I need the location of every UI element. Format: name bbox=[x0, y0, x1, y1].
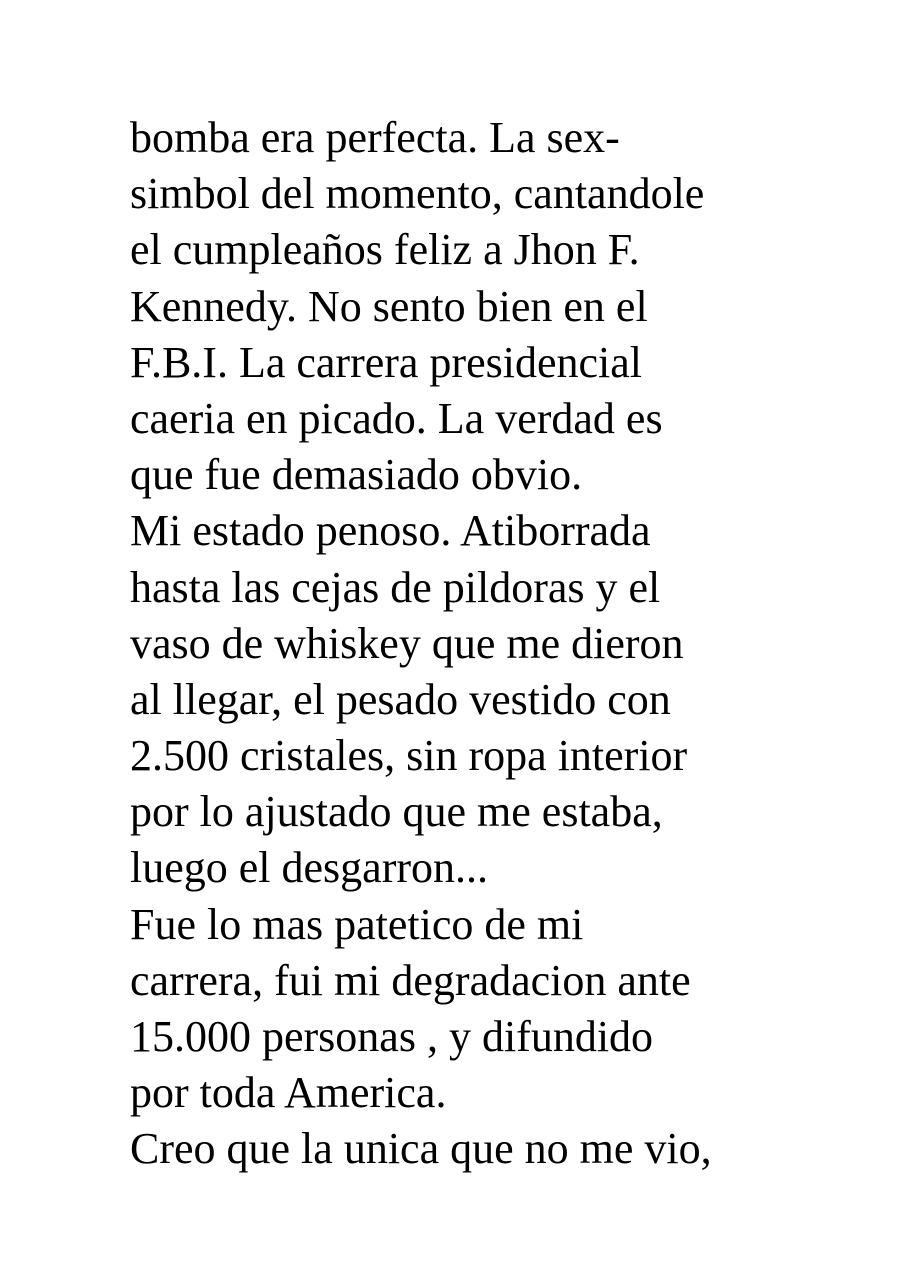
text-line: caeria en picado. La verdad es bbox=[130, 393, 663, 443]
text-line: F.B.I. La carrera presidencial bbox=[130, 337, 642, 387]
text-line: 2.500 cristales, sin ropa interior bbox=[130, 731, 688, 781]
text-line: simbol del momento, cantandole bbox=[130, 169, 705, 219]
text-line: Creo que la unica que no me vio, bbox=[130, 1124, 712, 1174]
text-line: vaso de whiskey que me dieron bbox=[130, 618, 684, 668]
text-line: al llegar, el pesado vestido con bbox=[130, 674, 671, 724]
text-line: que fue demasiado obvio. bbox=[130, 450, 583, 500]
text-line: luego el desgarron... bbox=[130, 843, 488, 893]
text-line: por lo ajustado que me estaba, bbox=[130, 787, 663, 837]
body-text bbox=[130, 110, 830, 1178]
text-line: carrera, fui mi degradacion ante bbox=[130, 955, 691, 1005]
text-line: por toda America. bbox=[130, 1068, 447, 1118]
text-line: bomba era perfecta. La sex- bbox=[130, 113, 620, 162]
text-line: el cumpleaños feliz a Jhon F. bbox=[130, 225, 640, 275]
text-line: Kennedy. No sento bien en el bbox=[130, 281, 648, 331]
text-line: Fue lo mas patetico de mi bbox=[130, 899, 584, 949]
text-line: Mi estado penoso. Atiborrada bbox=[130, 506, 651, 556]
text-line: 15.000 personas , y difundido bbox=[130, 1012, 654, 1061]
text-line: hasta las cejas de pildoras y el bbox=[130, 562, 661, 612]
